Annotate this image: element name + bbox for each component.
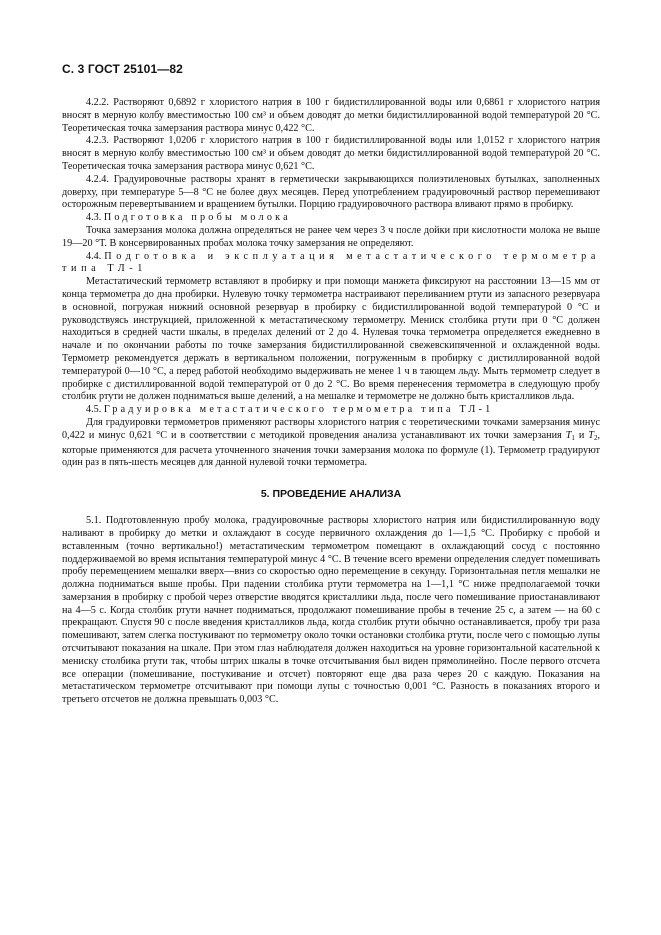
paragraph-5-1: 5.1. Подготовленную пробу молока, градуировочные растворы хлористого натрия или бидистиллированную воду наливают в пробирку до метки и охлаждают в сосуде первичного охлаждения до 1—1,5 °С. Пробирку с пробой и вставленным (точно вертикально!) метастатическим термометром помещают в охлаждающий сосуд с постоянно поддерживаемой во время испытания температурой минус 4 °С. В течение всего времени определения следует помешивать пробу перемещением мешалки вверх—вниз со скоростью одно перемещение в секунду. Горизонтальная петля мешалки не должна подниматься выше пробы. При падении столбика ртути термометра на 1—1,1 °С ниже предполагаемой точки замерзания в пробирку с пробой через отверстие вводятся кристаллики льда, после чего помешивание приостанавливают на 4—5 с. Когда столбик ртути начнет подниматься, продолжают помешивание пробы в течение 25 с, а затем — на 60 с прекращают. Спустя 90 с после введения кристалликов льда, когда столбик ртути обычно останавливается, пробу три раза помешивают, затем слегка постукивают по термометру около точки остановки столбика ртути, после чего с помощью лупы отсчитывают показания на шкале. При этом глаз наблюдателя должен находиться на уровне горизонтальной касательной к мениску столбика ртути так, чтобы штрих шкалы в точке отсчитывания был виден прямолинейно. После первого отсчета все операции (помешивание, постукивание и отсчет) повторяют еще два раза через 20 с каждую. Показания на метастатическом термометре отсчитывают при помощи лупы с точностью 0,001 °С. Разность в показаниях второго и третьего отсчетов не должна превышать 0,003 °С. — [62, 515, 600, 706]
paragraph-4-5 — [62, 417, 600, 470]
variable-t1-subscript: 1 — [571, 433, 575, 442]
subsection-title: Градуировка метастатического термометра типа ТЛ-1 — [103, 404, 494, 416]
paragraph-4-2-2: 4.2.2. Растворяют 0,6892 г хлористого натрия в 100 г бидистиллированной воды или 0,6861 г хлористого натрия вносят в мерную колбу вместимостью 100 см³ и объем доводят до метки бидистиллированной водой температурой 20 °С. Теоретическая точка замерзания раствора минус 0,422 °С. — [62, 97, 600, 134]
paragraph-4-3: Точка замерзания молока должна определяться не ранее чем через 3 ч после дойки при кислотности молока не выше 19—20 °Т. В консервированных пробах молока точку замерзания не определяют. — [62, 224, 600, 249]
document-page — [62, 62, 600, 707]
subsection-number: 4.5. — [86, 404, 102, 416]
subsection-heading-4-5 — [62, 404, 600, 417]
paragraph-text: Для градуировки термометров применяют растворы хлористого натрия с теоретическими точками замерзания минус 0,422 и минус 0,621 °С и в соответствии с методикой проведения анализа устанавливают их точки замерзания — [62, 416, 600, 441]
variable-t2: T — [588, 429, 594, 441]
variable-t2-subscript: 2 — [593, 433, 598, 442]
subsection-number: 4.4. — [86, 250, 102, 262]
paragraph-4-2-4: 4.2.4. Градуировочные растворы хранят в герметически закрывающихся полиэтиленовых бутылках, заполненных доверху, при температуре 5—8 °С не более двух месяцев. Перед употреблением градуировочный раствор перемешивают осторожным перевертыванием и вращением бутылки. Порцию градуировочного раствора вливают прямо в пробирку. — [62, 173, 600, 211]
subsection-number: 4.3. — [86, 212, 102, 224]
subsection-heading-4-4 — [62, 251, 600, 277]
page-header: С. 3 ГОСТ 25101—82 — [62, 62, 183, 76]
conjunction: и — [574, 429, 589, 441]
paragraph-4-2-3: 4.2.3. Растворяют 1,0206 г хлористого натрия в 100 г бидистиллированной воды или 1,0152 г хлористого натрия вносят в мерную колбу вместимостью 100 см³ и объем доводят до метки бидистиллированной водой температурой 20 °С. Теоретическая точка замерзания раствора минус 0,621 °С. — [62, 135, 600, 172]
subsection-title: Подготовка и эксплуатация метастатического термометра типа ТЛ-1 — [62, 250, 600, 275]
subsection-heading-4-3 — [62, 212, 600, 225]
section-title-5: 5. ПРОВЕДЕНИЕ АНАЛИЗА — [260, 488, 402, 501]
variable-t1: T — [565, 429, 572, 441]
subsection-title: Подготовка пробы молока — [103, 212, 291, 224]
paragraph-4-4: Метастатический термометр вставляют в пробирку и при помощи манжета фиксируют на расстоянии 13—15 мм от конца термометра до дна пробирки. Нулевую точку термометра настраивают переливанием ртути из запасного резервуара в основной, погружая нижний основной резервуар в пробирку с бидистиллированной водой температурой 0 °С и руководствуясь инструкцией, приложенной к метастатическому термометру. Мениск столбика ртути при 0 °С должен находиться в средней части шкалы, в пределах делений от 2 до 4. Нулевая точка термометра определяется ежедневно в начале и по окончании работы по точке замерзания бидистиллированной свежевскипяченной и охлажденной воды. Термометр рекомендуется держать в вертикальном положении, погруженным в пробирку с дистиллированной водой температурой 0—10 °С, а перед работой необходимо выдерживать не менее 1 ч в тающем льду. Мыть термометр следует в пробирке с дистиллированной водой температурой от 0 до 2 °С. Во время перенесения термометра в следующую пробу столбик ртути не должен подниматься выше делений, а на мешалке и термометре не должно быть кристалликов льда. — [62, 276, 600, 403]
paragraph-text: , которые применяются для расчета уточненного значения точки замерзания молока по формуле (1). Термометр градуируют один раз в пять-шесть месяцев для данной нулевой точки термометра. — [62, 429, 601, 469]
